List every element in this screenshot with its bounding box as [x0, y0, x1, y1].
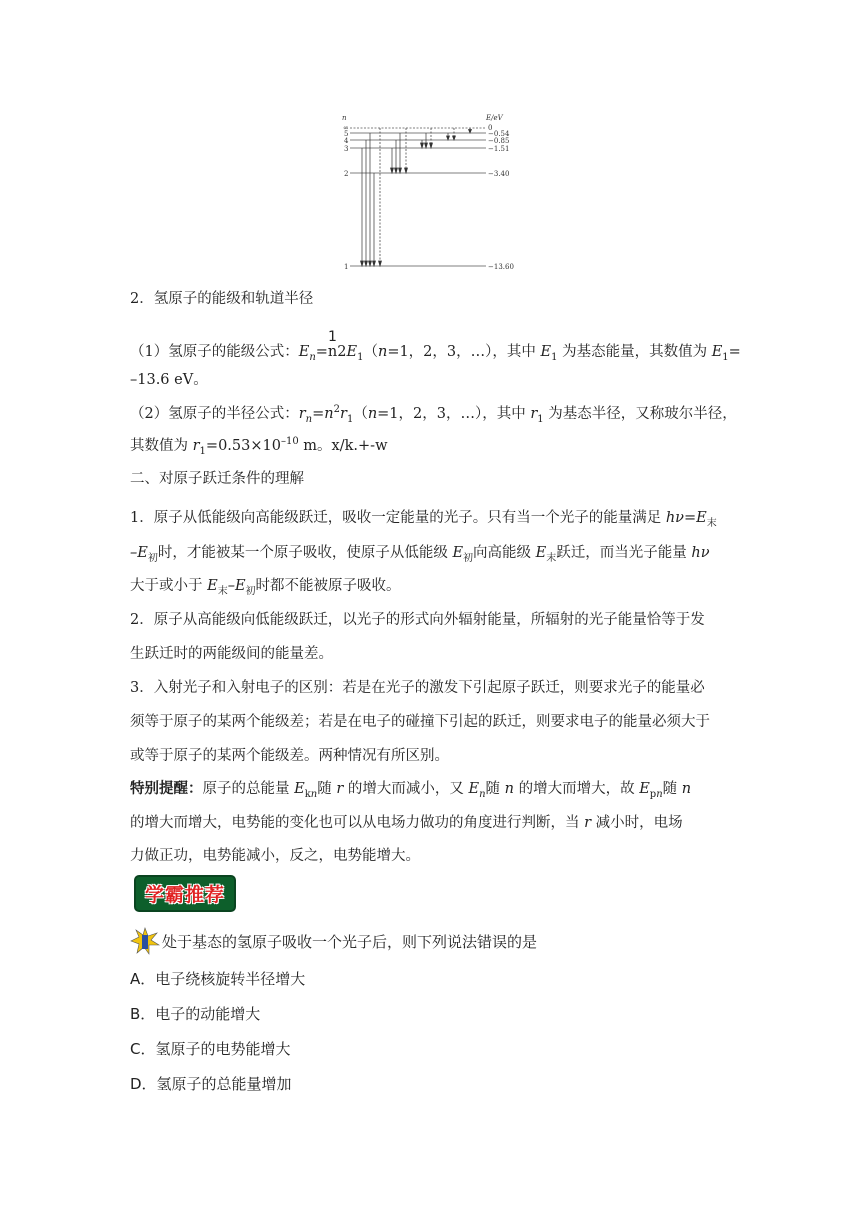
energy-level-diagram — [336, 110, 524, 280]
level-n-3: 3 — [344, 145, 349, 153]
item3-line3: 或等于原子的某两个能级差。两种情况有所区别。 — [130, 748, 449, 764]
option-a: A．电子绕核旋转半径增大 — [130, 970, 306, 988]
level-e-5: −0.54 — [488, 130, 510, 138]
item1-line2: $-E_初$时，才能被某一个原子吸收，使原子从低能级 $E_初$向高能级 $E_末$跃迁，而当光子能量 hν — [130, 545, 710, 564]
item2-line1: 2．原子从高能级向低能级跃迁，以光子的形式向外辐射能量，所辐射的光子能量恰等于发 — [130, 612, 705, 628]
recommend-badge: 学霸推荐 — [134, 875, 236, 912]
tip-line3: 力做正功，电势能减小，反之，电势能增大。 — [130, 848, 420, 864]
level-e-4: −0.85 — [488, 137, 510, 145]
item3-line1: 3．入射光子和入射电子的区别：若是在光子的激发下引起原子跃迁，则要求光子的能量必 — [130, 680, 705, 696]
heading-transition-conditions: 二、对原子跃迁条件的理解 — [130, 471, 304, 487]
level-n-4: 4 — [344, 137, 349, 145]
level-n-1: 1 — [344, 263, 349, 271]
radius-value-line: 其数值为 $r_1=0.53\times 10^{-10}$ m。x/k.+-w — [130, 436, 388, 457]
question-text: 处于基态的氢原子吸收一个光子后，则下列说法错误的是 — [162, 933, 538, 951]
level-n-inf: ∞ — [343, 124, 349, 132]
item3-line2: 须等于原子的某两个能级差；若是在电子的碰撞下引起的跃迁，则要求电子的能量必须大于 — [130, 714, 710, 730]
item1-line3: 大于或小于 $E_末-E_初$时都不能被原子吸收。 — [130, 578, 401, 597]
energy-formula-line: （1）氢原子的能级公式：$E_n=n2E_1(n=1$，2，3，…），其中 $E_1$ 为基态能量，其数值为 $E_1=$ — [130, 344, 741, 363]
e-axis-label: E/eV — [486, 114, 503, 122]
option-d: D．氢原子的总能量增加 — [130, 1075, 292, 1093]
level-e-1: −13.60 — [488, 263, 514, 271]
radius-formula-line: （2）氢原子的半径公式：$r_n=n^2r_1(n=1$，2，3，…），其中 $r_1$ 为基态半径，又称玻尔半径， — [130, 404, 737, 425]
n-axis-label: n — [342, 114, 347, 122]
level-e-3: −1.51 — [488, 145, 510, 153]
energy-value-line: –13.6 eV。 — [130, 372, 208, 388]
tip-line1: 特别提醒：原子的总能量 $E_{kn}$随 r 的增大而减小，又 $E_n$随 n 的增大而增大，故 $E_{pn}$随 n — [130, 780, 692, 800]
section-title-energy-levels: 2．氢原子的能级和轨道半径 — [130, 291, 314, 307]
level-e-inf: 0 — [488, 124, 493, 132]
level-n-5: 5 — [344, 130, 349, 138]
option-b: B．电子的动能增大 — [130, 1005, 261, 1023]
tip-line2: 的增大而增大，电势能的变化也可以从电场力做功的角度进行判断，当 r 减小时，电场 — [130, 815, 683, 831]
item1-line1: 1．原子从低能级向高能级跃迁，吸收一定能量的光子。只有当一个光子的能量满足 $h\nu=E_末$ — [130, 510, 717, 529]
item2-line2: 生跃迁时的两能级间的能量差。 — [130, 646, 333, 662]
level-n-2: 2 — [344, 170, 349, 178]
level-e-2: −3.40 — [488, 170, 510, 178]
formula-numerator: 1 — [328, 329, 337, 345]
option-c: C．氢原子的电势能增大 — [130, 1040, 291, 1058]
question-number-icon — [130, 927, 160, 955]
